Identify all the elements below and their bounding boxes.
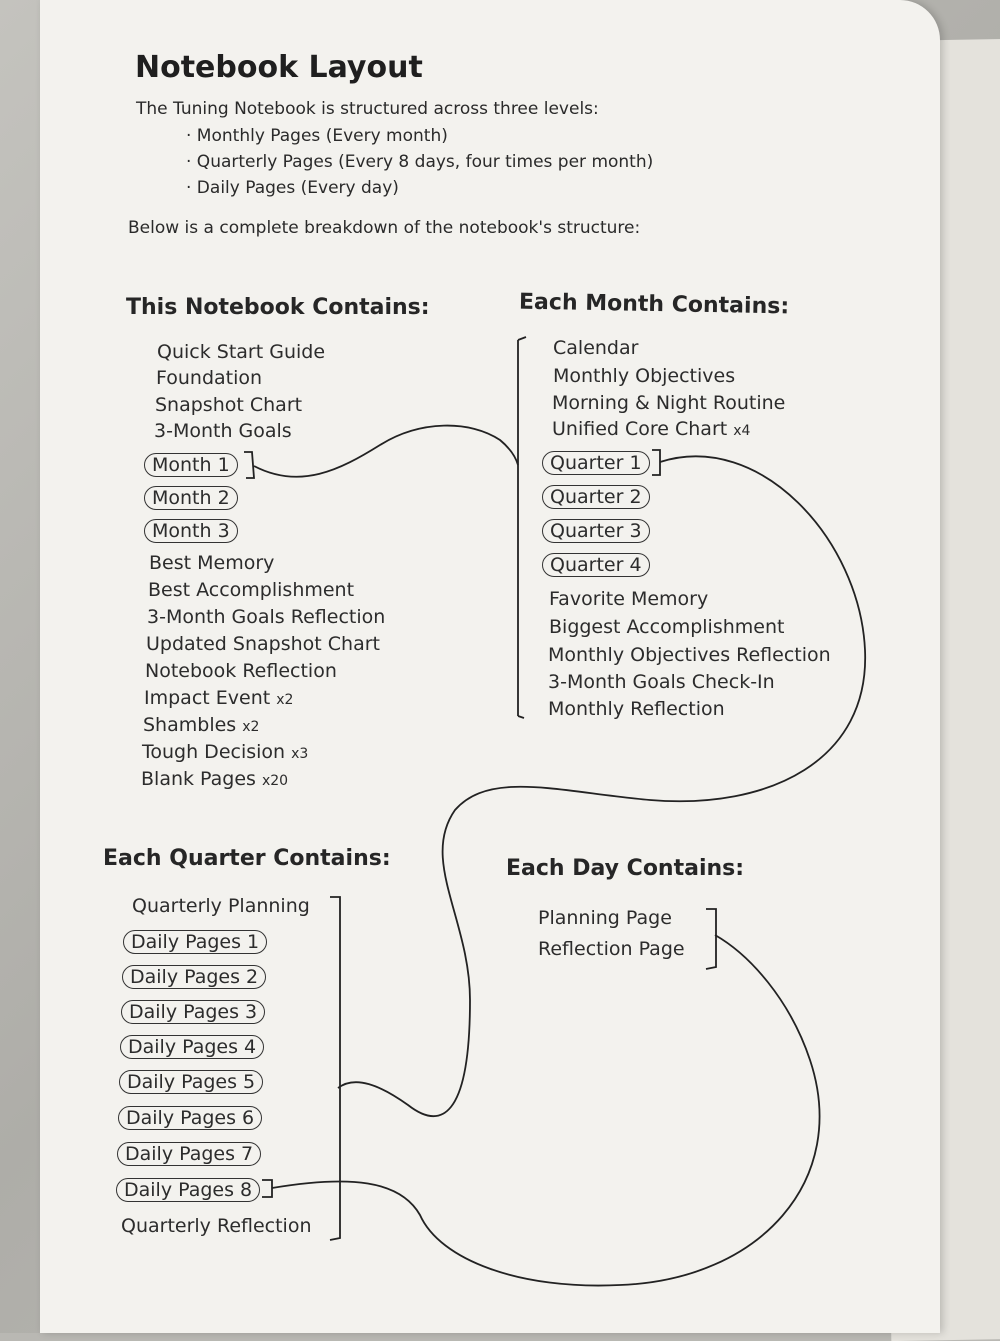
daily-pages-pill: Daily Pages 5 xyxy=(119,1070,263,1094)
notebook-item: 3-Month Goals xyxy=(154,420,292,442)
daily-pages-pill: Daily Pages 8 xyxy=(116,1178,260,1202)
quarter-pill: Quarter 4 xyxy=(542,553,650,577)
multiplier: x2 xyxy=(242,719,260,735)
month-item: Unified Core Chart x4 xyxy=(552,418,751,440)
notebook-item: Best Accomplishment xyxy=(148,579,355,601)
quarter-item: Quarterly Reflection xyxy=(121,1215,312,1237)
notebook-item: Foundation xyxy=(156,367,263,389)
daily-pages-pill: Daily Pages 6 xyxy=(118,1106,262,1130)
quarter-heading: Each Quarter Contains: xyxy=(103,846,391,871)
month-pill: Month 1 xyxy=(144,453,238,477)
level-daily: · Daily Pages (Every day) xyxy=(186,178,399,198)
level-monthly: · Monthly Pages (Every month) xyxy=(186,126,448,146)
breakdown-text: Below is a complete breakdown of the notebook's structure: xyxy=(128,218,641,238)
month-item: Monthly Objectives Reflection xyxy=(548,644,831,666)
page-title: Notebook Layout xyxy=(135,50,423,85)
notebook-heading: This Notebook Contains: xyxy=(126,295,430,320)
day-heading: Each Day Contains: xyxy=(506,856,745,881)
notebook-item: Notebook Reflection xyxy=(145,660,337,682)
daily-pages-pill: Daily Pages 1 xyxy=(123,930,267,954)
month-item: Biggest Accomplishment xyxy=(549,616,785,638)
daily-pages-pill: Daily Pages 7 xyxy=(117,1142,261,1166)
notebook-item: 3-Month Goals Reflection xyxy=(147,606,386,628)
month-item: Calendar xyxy=(553,337,639,359)
daily-pages-pill: Daily Pages 2 xyxy=(122,965,266,989)
month-item: Favorite Memory xyxy=(549,588,709,610)
level-quarterly: · Quarterly Pages (Every 8 days, four times per month) xyxy=(186,152,654,172)
quarter-pill: Quarter 3 xyxy=(542,519,650,543)
notebook-item: Shambles x2 xyxy=(143,714,260,736)
notebook-item: Quick Start Guide xyxy=(157,341,326,363)
daily-pages-pill: Daily Pages 4 xyxy=(120,1035,264,1059)
notebook-item: Tough Decision x3 xyxy=(142,741,309,763)
notebook-item: Impact Event x2 xyxy=(144,687,294,709)
month-pill: Month 3 xyxy=(144,519,238,543)
multiplier: x20 xyxy=(261,773,289,789)
quarter-pill: Quarter 2 xyxy=(542,485,650,509)
month-item: 3-Month Goals Check-In xyxy=(548,671,775,693)
month-pill: Month 2 xyxy=(144,486,238,510)
intro-text: The Tuning Notebook is structured across three levels: xyxy=(136,99,599,119)
notebook-item: Updated Snapshot Chart xyxy=(146,633,380,655)
quarter-item: Quarterly Planning xyxy=(132,895,310,917)
month-item: Monthly Reflection xyxy=(548,698,725,720)
notebook-item: Best Memory xyxy=(149,552,275,574)
daily-pages-pill: Daily Pages 3 xyxy=(121,1000,265,1024)
notebook-item: Snapshot Chart xyxy=(155,394,303,416)
month-item: Morning & Night Routine xyxy=(552,392,786,414)
quarter-pill: Quarter 1 xyxy=(542,451,650,475)
day-item: Reflection Page xyxy=(538,938,685,960)
multiplier: x4 xyxy=(733,423,751,439)
day-item: Planning Page xyxy=(538,907,672,929)
multiplier: x2 xyxy=(276,692,294,708)
multiplier: x3 xyxy=(291,746,309,762)
notebook-item: Blank Pages x20 xyxy=(141,768,289,790)
month-item: Monthly Objectives xyxy=(553,365,736,387)
month-heading: Each Month Contains: xyxy=(518,289,790,320)
